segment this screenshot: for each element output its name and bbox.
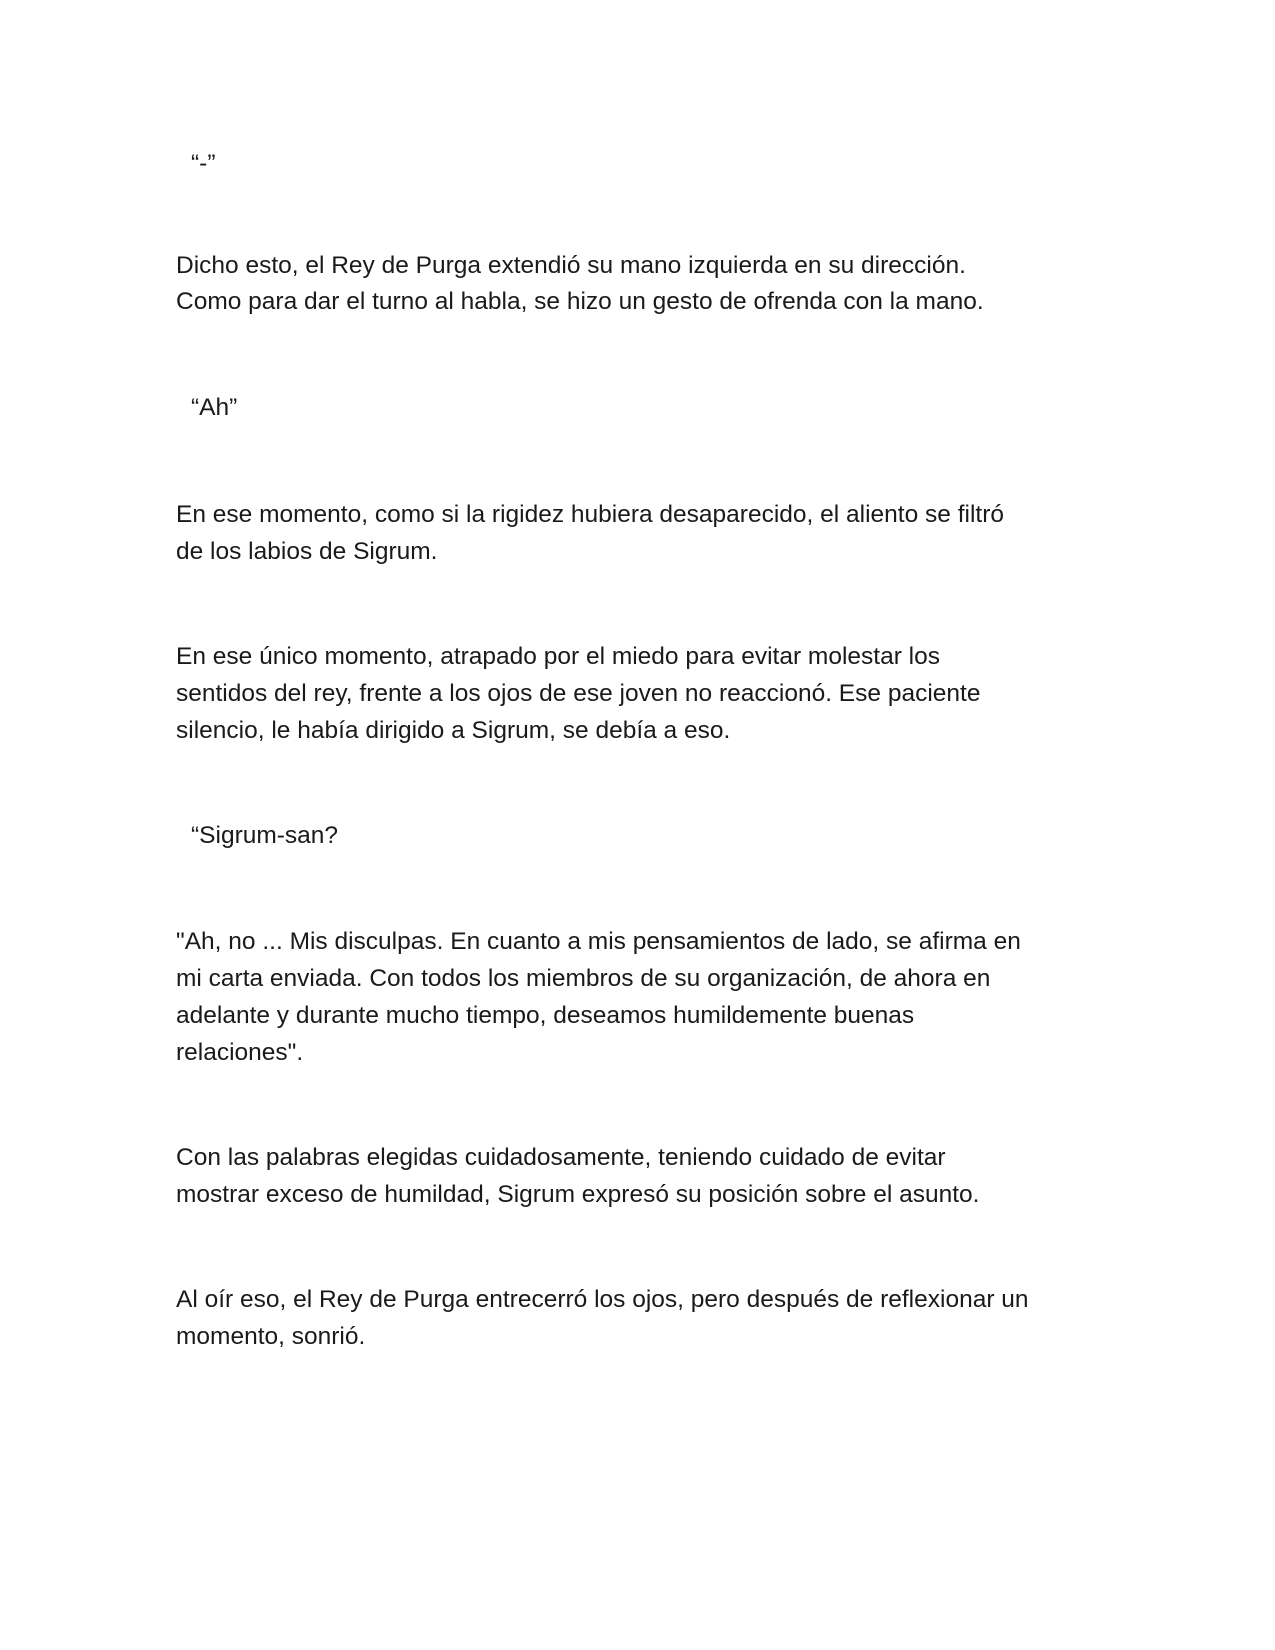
paragraph-4-line-4: relaciones". (176, 1039, 304, 1066)
paragraph-5-line-2: mostrar exceso de humildad, Sigrum expresó su posición sobre el asunto. (176, 1181, 980, 1208)
paragraph-4-line-3: adelante y durante mucho tiempo, deseamos humildemente buenas (176, 1002, 915, 1029)
paragraph-3-line-1: En ese único momento, atrapado por el miedo para evitar molestar los (176, 643, 940, 670)
paragraph-3-line-3: silencio, le había dirigido a Sigrum, se debía a eso. (176, 717, 731, 744)
paragraph-6-line-2: momento, sonrió. (176, 1323, 366, 1350)
paragraph-4-line-1: "Ah, no ... Mis disculpas. En cuanto a mis pensamientos de lado, se afirma en (176, 928, 1021, 955)
paragraph-4-line-2: mi carta enviada. Con todos los miembros de su organización, de ahora en (176, 965, 991, 992)
paragraph-1-line-2: Como para dar el turno al habla, se hizo un gesto de ofrenda con la mano. (176, 288, 984, 315)
paragraph-2-line-2: de los labios de Sigrum. (176, 538, 438, 565)
paragraph-6-line-1: Al oír eso, el Rey de Purga entrecerró los ojos, pero después de reflexionar un (176, 1286, 1029, 1313)
paragraph-1-line-1: Dicho esto, el Rey de Purga extendió su mano izquierda en su dirección. (176, 252, 966, 279)
paragraph-2-line-1: En ese momento, como si la rigidez hubiera desaparecido, el aliento se filtró (176, 501, 1004, 528)
paragraph-5-line-1: Con las palabras elegidas cuidadosamente, teniendo cuidado de evitar (176, 1144, 946, 1171)
dialogue-line-ah: “Ah” (191, 394, 238, 421)
dialogue-line-sigrum-san: “Sigrum-san? (191, 822, 339, 849)
paragraph-3-line-2: sentidos del rey, frente a los ojos de ese joven no reaccionó. Ese paciente (176, 680, 981, 707)
dialogue-line-dash: “-” (191, 150, 216, 177)
